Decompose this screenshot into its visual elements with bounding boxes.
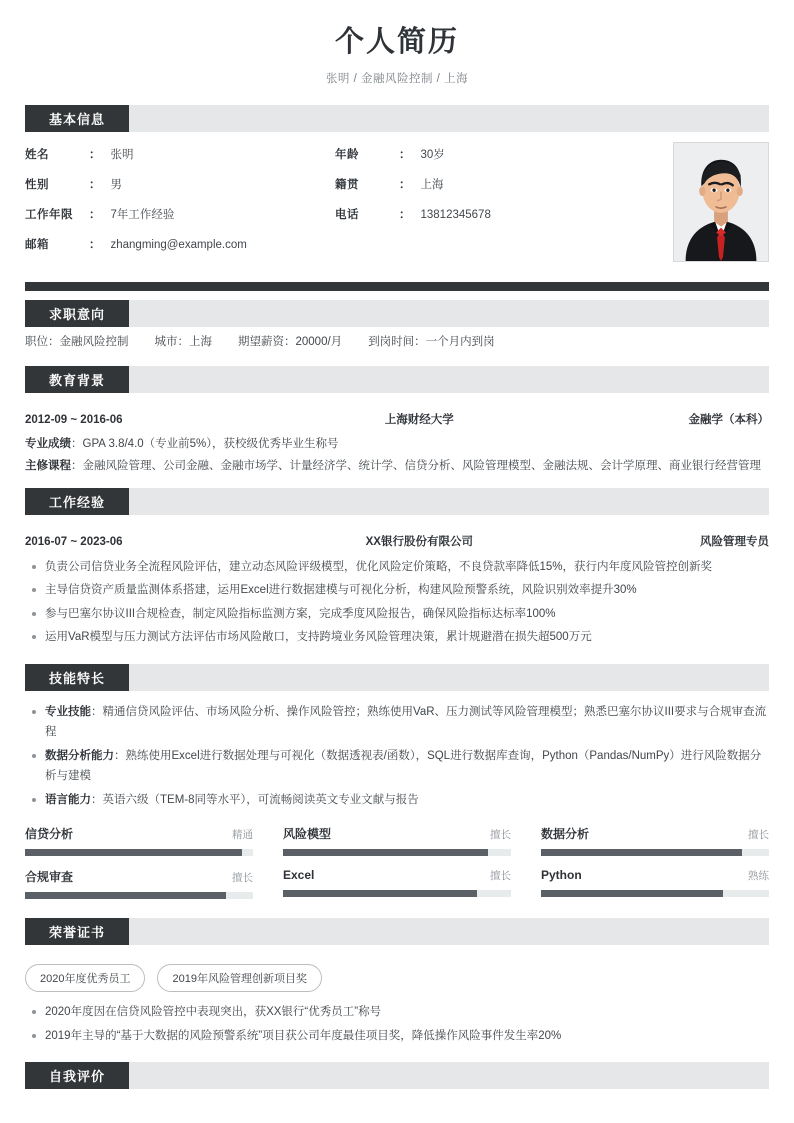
skill-bar-fill xyxy=(283,890,477,897)
status-badge: 2020年度优秀员工 xyxy=(25,964,145,992)
section-header-work xyxy=(25,488,769,515)
education-school: 上海财经大学 xyxy=(384,413,454,426)
skill-item-label: 数据分析能力 xyxy=(45,749,114,762)
field-phone-label: 电话 xyxy=(335,208,359,221)
section-title-work: 工作经验 xyxy=(25,488,129,515)
field-age-colon: ： xyxy=(399,148,411,161)
field-name-value: 张明 xyxy=(110,148,134,161)
education-entry-head xyxy=(25,402,769,433)
skill-bar-name: Excel xyxy=(283,868,315,883)
field-experience-label: 工作年限 xyxy=(25,208,73,221)
education-major: 金融学（本科） xyxy=(688,413,769,426)
work-block xyxy=(25,515,769,655)
education-block xyxy=(25,393,769,479)
field-email xyxy=(25,236,655,266)
education-gpa-text: ：GPA 3.8/4.0（专业前5%），获校级优秀毕业生称号 xyxy=(71,437,339,450)
skill-bar-track xyxy=(25,849,253,856)
field-phone xyxy=(335,206,655,236)
section-header-education xyxy=(25,366,769,393)
skill-bar-track xyxy=(283,890,511,897)
document-header xyxy=(25,0,769,96)
field-phone-value: 13812345678 xyxy=(420,208,491,221)
field-experience-colon: ： xyxy=(89,208,101,221)
field-hometown-colon: ： xyxy=(399,178,411,191)
section-header-basic xyxy=(25,105,769,132)
list-item xyxy=(25,746,769,787)
job-intent-line xyxy=(25,327,769,357)
honors-bullet-list xyxy=(25,1000,769,1051)
intent-city: 城市：上海 xyxy=(154,335,212,348)
education-courses-text: ：金融风险管理、公司金融、金融市场学、计量经济学、统计学、信贷分析、风险管理模型、金融法规、会计学原理、商业银行经营管理 xyxy=(71,459,761,472)
intent-salary: 期望薪资：20000/月 xyxy=(238,335,343,348)
skill-bar xyxy=(541,821,769,862)
skill-item-label: 专业技能 xyxy=(45,705,91,718)
skill-bar xyxy=(25,821,253,862)
skill-bar-name: 数据分析 xyxy=(541,827,590,842)
field-gender-colon: ： xyxy=(89,178,101,191)
list-item: 2020年度因在信贷风险管控中表现突出，获XX银行“优秀员工”称号 xyxy=(25,1002,769,1022)
page-subtitle: 张明 / 金融风险控制 / 上海 xyxy=(325,72,469,85)
skill-bar-level: 熟练 xyxy=(748,870,769,883)
skill-bar xyxy=(25,864,253,905)
skill-item-label: 语言能力 xyxy=(45,793,91,806)
skills-block xyxy=(25,691,769,909)
intent-position: 职位：金融风险控制 xyxy=(25,335,129,348)
field-hometown-label: 籍贯 xyxy=(335,178,359,191)
field-email-value: zhangming@example.com xyxy=(110,238,247,251)
list-item: 主导信贷资产质量监测体系搭建，运用Excel进行数据建模与可视化分析，构建风险预警系统，风险识别效率提升30% xyxy=(25,580,769,600)
skills-bullet-list xyxy=(25,700,769,815)
field-age xyxy=(335,146,655,176)
field-experience-value: 7年工作经验 xyxy=(110,208,175,221)
work-bullet-list xyxy=(25,555,769,653)
field-age-label: 年龄 xyxy=(335,148,359,161)
skill-bar-track xyxy=(541,849,769,856)
basic-info-block xyxy=(25,132,769,278)
field-name-colon: ： xyxy=(89,148,101,161)
honor-badge-list xyxy=(25,954,769,1000)
skill-item-text: ：英语六级（TEM-8同等水平），可流畅阅读英文专业文献与报告 xyxy=(91,793,419,806)
avatar xyxy=(673,142,769,262)
skill-bar-track xyxy=(25,892,253,899)
list-item: 参与巴塞尔协议III合规检查，制定风险指标监测方案，完成季度风险报告，确保风险指标达标率100% xyxy=(25,604,769,624)
section-title-skills: 技能特长 xyxy=(25,664,129,691)
education-gpa xyxy=(25,433,769,455)
skill-bar-fill xyxy=(25,849,242,856)
skill-bar-fill xyxy=(25,892,226,899)
section-title-intent: 求职意向 xyxy=(25,300,129,327)
skill-bar xyxy=(541,864,769,905)
list-item: 2019年主导的“基于大数据的风险预警系统”项目获公司年度最佳项目奖，降低操作风险事件发生率20% xyxy=(25,1026,769,1046)
list-item xyxy=(25,790,769,810)
honors-block xyxy=(25,945,769,1053)
section-divider xyxy=(25,282,769,291)
skill-bar-name: 风险模型 xyxy=(283,827,332,842)
skill-bar-track xyxy=(283,849,511,856)
skill-bar-level: 擅长 xyxy=(490,870,511,883)
work-entry-head xyxy=(25,524,769,555)
page-title: 个人简历 xyxy=(334,26,459,58)
work-company: XX银行股份有限公司 xyxy=(365,535,473,548)
skill-bar-grid xyxy=(25,815,769,907)
field-age-value: 30岁 xyxy=(420,148,445,161)
skill-bar-fill xyxy=(283,849,488,856)
section-title-basic: 基本信息 xyxy=(25,105,129,132)
field-name-label: 姓名 xyxy=(25,148,49,161)
skill-bar-level: 擅长 xyxy=(748,829,769,842)
section-header-intent xyxy=(25,300,769,327)
list-item: 运用VaR模型与压力测试方法评估市场风险敞口，支持跨境业务风险管理决策，累计规避潜在损失超500万元 xyxy=(25,627,769,647)
skill-bar-name: 信贷分析 xyxy=(25,827,74,842)
basic-info-grid xyxy=(25,146,655,266)
field-experience xyxy=(25,206,335,236)
skill-bar-level: 擅长 xyxy=(490,829,511,842)
portrait-photo-icon xyxy=(674,143,768,261)
intent-start-time: 到岗时间：一个月内到岗 xyxy=(368,335,495,348)
skill-item-text: ：精通信贷风险评估、市场风险分析、操作风险管控；熟练使用VaR、压力测试等风险管理模型；熟悉巴塞尔协议III要求与合规审查流程 xyxy=(45,705,767,739)
skill-bar-level: 擅长 xyxy=(232,872,253,885)
work-period: 2016-07 ~ 2023-06 xyxy=(25,535,123,548)
field-hometown-value: 上海 xyxy=(420,178,444,191)
field-email-colon: ： xyxy=(89,238,101,251)
skill-bar-name: 合规审查 xyxy=(25,870,74,885)
field-hometown xyxy=(335,176,655,206)
field-gender-label: 性别 xyxy=(25,178,49,191)
education-courses-label: 主修课程 xyxy=(25,459,71,472)
field-gender-value: 男 xyxy=(110,178,122,191)
section-title-selfeval: 自我评价 xyxy=(25,1062,129,1089)
section-title-education: 教育背景 xyxy=(25,366,129,393)
skill-item-text: ：熟练使用Excel进行数据处理与可视化（数据透视表/函数），SQL进行数据库查询，Python（Pandas/NumPy）进行风险数据分析与建模 xyxy=(45,749,762,783)
field-name xyxy=(25,146,335,176)
skill-bar-fill xyxy=(541,890,723,897)
section-header-honors xyxy=(25,918,769,945)
education-period: 2012-09 ~ 2016-06 xyxy=(25,413,123,426)
education-courses xyxy=(25,455,769,477)
skill-bar-track xyxy=(541,890,769,897)
list-item xyxy=(25,702,769,743)
skill-bar-name: Python xyxy=(541,868,582,883)
status-badge: 2019年风险管理创新项目奖 xyxy=(157,964,321,992)
section-header-selfeval xyxy=(25,1062,769,1089)
field-email-label: 邮箱 xyxy=(25,238,49,251)
skill-bar-fill xyxy=(541,849,742,856)
education-gpa-label: 专业成绩 xyxy=(25,437,71,450)
section-title-honors: 荣誉证书 xyxy=(25,918,129,945)
skill-bar-level: 精通 xyxy=(232,829,253,842)
skill-bar xyxy=(283,821,511,862)
field-gender xyxy=(25,176,335,206)
section-header-skills xyxy=(25,664,769,691)
work-title: 风险管理专员 xyxy=(699,535,769,548)
skill-bar xyxy=(283,864,511,905)
list-item: 负责公司信贷业务全流程风险评估，建立动态风险评级模型，优化风险定价策略，不良贷款率降低15%，获行内年度风险管控创新奖 xyxy=(25,557,769,577)
field-phone-colon: ： xyxy=(399,208,411,221)
